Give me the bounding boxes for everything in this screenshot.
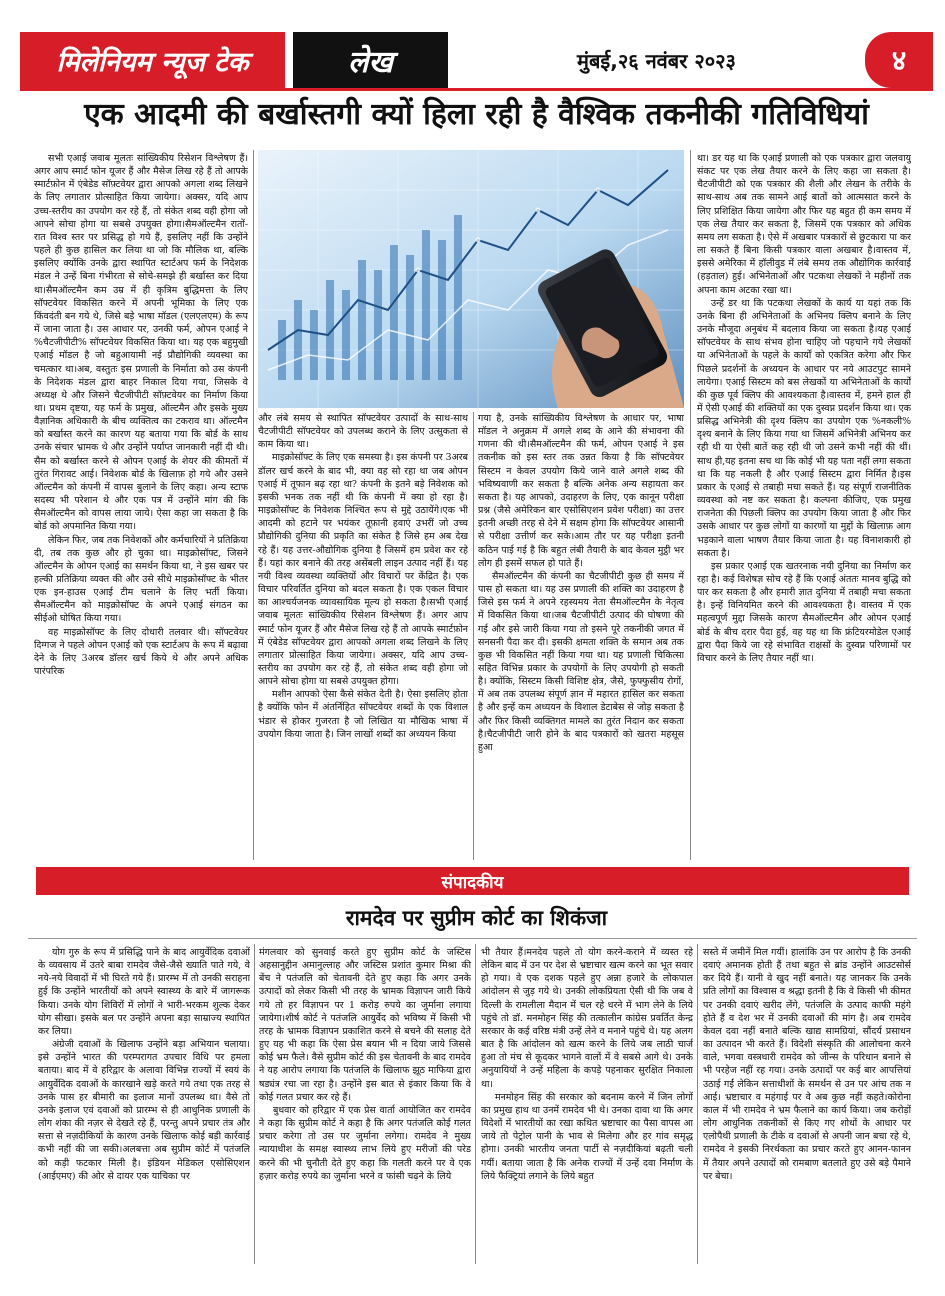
paragraph: मंगलवार को सुनवाई करते हुए सुप्रीम कोर्ट के जस्टिस अहसानुद्दीन अमानुल्लाह और जस्टिस प्रशांत कुमार मिश्रा की बेंच ने पतंजलि को चेतावनी देते हुए कहा कि अगर उनके उत्पादों को लेकर किसी भी तरह के भ्रामक विज्ञापन जारी किये गये तो हर विज्ञापन पर 1 करोड़ रुपये का जुर्माना लगाया जायेगा।शीर्ष कोर्ट ने पतंजलि आयुर्वेद को भविष्य में किसी भी तरह के भ्रामक विज्ञापन प्रकाशित करने से बचने की सलाह देते हुए यह भी कहा कि ऐसा प्रेस बयान भी न दिया जाये जिससे कोई भ्रम फैले। वैसे सुप्रीम कोर्ट की इस चेतावनी के बाद रामदेव ने यह आरोप लगाया कि पतंजलि के खिलाफ झूठ माफिया द्वारा षड्यंत्र रचा जा रहा है। उन्होंने इस बात से इंकार किया कि वे कोई गलत प्रचार कर रहे हैं। bbox=[259, 947, 471, 1103]
paragraph: इस प्रकार एआई एक खतरनाक नयी दुनिया का निर्माण कर रहा है। कई विशेषज्ञ सोच रहे हैं कि एआई अंततः मानव बुद्धि को पार कर सकता है और हमारी ज्ञात दुनिया में तबाही मचा सकता है। इन्हें विनियमित करने की आवश्यकता है। वास्तव में एक महत्वपूर्ण मुद्दा जिसके कारण सैमऑल्टमैन और ओपन एआई बोर्ड के बीच दरार पैदा हुई, वह यह था कि फ्रंटियरमोडेल एआई द्वारा पैदा किये जा रहे संभावित राक्षसों के दुस्वप्न परिणामों पर विचार करने के लिए तैयार नहीं था। bbox=[697, 560, 911, 664]
newspaper-brand: मिलेनियम न्यूज टेक bbox=[20, 32, 285, 88]
smartphone-stock-chart-photo bbox=[258, 150, 684, 408]
editorial-headline: रामदेव पर सुप्रीम कोर्ट का शिकंजा bbox=[345, 906, 608, 930]
paragraph: गया है, उनके सांख्यिकीय विश्लेषण के आधार पर, भाषा मॉडल ने अनुक्रम में अगले शब्द के आने की संभावना की गणना की थी।सैमऑल्टमैन की फर्म, ओपन एआई ने इस तकनीक को इस स्तर तक उन्नत किया है कि सॉफ्टवेयर सिस्टम न केवल उपयोग किये जाने वाले अगले शब्द की भविष्यवाणी कर सकता है बल्कि अनेक अन्य सहायता कर सकता है। यह आपको, उदाहरण के लिए, एक कानून परीक्षा प्रश्न (जैसे अमेरिकन बार एसोसिएशन प्रवेश परीक्षा) का उत्तर इतनी अच्छी तरह से देने में सक्षम होगा कि सॉफ्टवेयर आसानी से परीक्षा उत्तीर्ण कर सके।आम तौर पर यह परीक्षा इतनी कठिन पाई गई है कि बहुत लंबी तैयारी के बाद केवल मुट्ठी भर लोग ही इसमें सफल हो पाते हैं। bbox=[478, 413, 684, 569]
editorial-column-2 bbox=[259, 946, 471, 1264]
paragraph: सैमऑल्टमैन की कंपनी का चैटजीपीटी कुछ ही समय में पास हो सकता था। यह उस प्रणाली की शक्ति का उदाहरण है जिसे इस फर्म ने अपने रहस्यमय नेता सैमऑल्टमैन के नेतृत्व में विकसित किया था।जब चैटजीपीटी उत्पाद की घोषणा की गई और इसे जारी किया गया तो इसने पूरे तकनीकी जगत में सनसनी पैदा कर दी। इसकी क्षमता शक्ति के समान अब तक कुछ भी विकसित नहीं किया गया था। यह प्रणाली चिकित्सा सहित विभिन्न प्रकार के उपयोगों के लिए उपयोगी हो सकती है। क्योंकि, सिस्टम किसी विशिष्ट क्षेत्र, जैसे, फुफ्फुसीय रोगों, में अब तक उपलब्ध संपूर्ण ज्ञान में महारत हासिल कर सकता है और इन्हें कम अध्ययन के विशाल डेटाबेस से जोड़ सकता है और फिर किसी व्यक्तिगत मामले का तुरंत निदान कर सकता है।चैटजीपीटी जारी होने के बाद पत्रकारों को खतरा महसूस हुआ bbox=[478, 570, 684, 753]
paragraph: लेकिन फिर, जब तक निवेशकों और कर्मचारियों ने प्रतिक्रिया दी, तब तक कुछ और हो चुका था। माइक्रोसॉफ्ट, जिसने ऑल्टमैन के ओपन एआई का समर्थन किया था, ने इस खबर पर हल्की प्रतिक्रिया व्यक्त की और उसे सीधे माइक्रोसॉफ्ट के भीतर एक इन-हाउस एआई टीम चलाने के लिए भर्ती किया। सैमऑल्टमैन को माइक्रोसॉफ्ट के अपने एआई संगठन का सीईओ घोषित किया गया। bbox=[34, 534, 248, 625]
column-divider bbox=[697, 944, 698, 1264]
column-divider bbox=[690, 150, 691, 860]
editorial-column-3 bbox=[481, 946, 693, 1264]
editorial-column-1 bbox=[38, 946, 250, 1264]
issue-date: मुंबई,२६ नवंबर २०२३ bbox=[577, 48, 736, 73]
photo-illustration bbox=[258, 150, 684, 408]
column-divider bbox=[473, 412, 474, 860]
paragraph: अंग्रेजी दवाओं के खिलाफ उन्होंने बड़ा अभियान चलाया। इसे उन्होंने भारत की परम्परागत उपचार विधि पर हमला बताया। बाद में वे हरिद्वार के अलावा विभिन्न राज्यों में स्वयं के आयुर्वेदिक दवाओं के कारखाने खड़े करते गये तथा एक तरह से उनके पास हर बीमारी का इलाज मानों उपलब्ध था। वैसे तो उनके इलाज एवं दवाओं को प्रारम्भ से ही आधुनिक प्रणाली के लोग शंका की नज़र से देखते रहे हैं, परन्तु अपने प्रचार तंत्र और सत्ता से नज़दीकियों के कारण उनके खिलाफ कोई बड़ी कार्रवाई कभी नहीं की जा सकी।अलबत्ता अब सुप्रीम कोर्ट में पतंजलि को कड़ी फटकार मिली है। इंडियन मेडिकल एसोसिएशन (आईएमए) की ओर से दायर एक याचिका पर bbox=[38, 1039, 250, 1182]
paragraph: मशीन आपको ऐसा कैसे संकेत देती है। ऐसा इसलिए होता है क्योंकि फोन में अंतर्निहित सॉफ्टवेयर शब्दों के एक विशाल भंडार से होकर गुजरता है जो लिखित या मौखिक भाषा में उपयोग किया जाता है। जिन लाखों शब्दों का अध्ययन किया bbox=[258, 689, 468, 740]
paragraph: माइक्रोसॉफ्ट के लिए एक समस्या है। इस कंपनी पर 3अरब डॉलर खर्च करने के बाद भी, क्या वह सो रहा था जब ओपन एआई में तूफान बढ़ रहा था? कंपनी के इतने बड़े निवेशक को इसकी भनक तक नहीं थी कि कंपनी में क्या हो रहा है। माइक्रोसॉफ्ट के निवेशक निश्चित रूप से मुद्दे उठायेंगे।एक भी आदमी को हटाने पर भयंकर तूफ़ानी हवाएं उभरीं जो उच्च प्रौद्योगिकी दुनिया की प्रकृति का संकेत है जिसे हम अब देख रहे हैं। यह उत्तर-औद्योगिक दुनिया है जिसमें हम प्रवेश कर रहे हैं। यहां कार बनाने की तरह असेंबली लाइन उत्पाद नहीं हैं। यह नयी विश्व व्यवस्था व्यक्तियों और विचारों पर केंद्रित है। एक विचार परिवर्तित दुनिया को बदल सकता है। एक एकल विचार का आश्चर्यजनक व्यावसायिक मूल्य हो सकता है।सभी एआई जवाब मूलतः सांख्यिकीय रिसेशन विश्लेषण हैं। अगर आप स्मार्ट फोन यूजर हैं और मैसेज लिख रहे हैं तो आपके स्मार्टफ़ोन में एंबेडेड सॉफ्टवेयर द्वारा आपको अगला शब्द लिखने के लिए लगातार प्रोत्साहित किया जायेगा। अक्सर, यदि आप उच्च-स्तरीय का उपयोग कर रहे हैं, तो संकेत शब्द वही होगा जो आपने सोचा होगा या सबसे उपयुक्त होगा। bbox=[258, 452, 468, 688]
paragraph: मनमोहन सिंह की सरकार को बदनाम करने में जिन लोगों का प्रमुख हाथ था उनमें रामदेव भी थे। उनका दावा था कि अगर विदेशों में भारतीयों का रखा कथित भ्रष्टाचार का पैसा वापस आ जाये तो पेट्रोल पानी के भाव से मिलेगा और हर गांव समृद्ध होगा। उनकी भारतीय जनता पार्टी से नज़दीकियां बढ़ती चली गयीं। बताया जाता है कि अनेक राज्यों में उन्हें दवा निर्माण के लिये फैक्ट्रियां लगाने के लिये बहुत bbox=[481, 1091, 693, 1182]
paragraph: उन्हें डर था कि पटकथा लेखकों के कार्य या यहां तक कि उनके बिना ही अभिनेताओं के अभिनय क्लिप बनाने के लिए उनके मौजूदा अनुबंध में बदलाव किया जा सकता है।यह एआई सॉफ्टवेयर के साथ संभव होना चाहिए जो पहचाने गये लेखकों या अभिनेताओं के पहले के कार्यों को एकत्रित करेगा और फिर पिछले प्रदर्शनों के अध्ययन के आधार पर नये आउटपुट सामने लायेगा। एआई सिस्टम को बस लेखकों या अभिनेताओं के कार्यों की कुछ पूर्व क्लिप की आवश्यकता है।वास्तव में, हमने हाल ही में ऐसी एआई की शक्तियों का एक दुस्वप्न प्रदर्शन किया था। एक प्रसिद्ध अभिनेत्री की दृश्य क्लिप का उपयोग एक %नकली% दृश्य बनाने के लिए किया गया था जिसमें अभिनेत्री अभिनय कर रही थी या ऐसी बातें कह रही थी जो उसने कभी नहीं की थीं। साथ ही,यह इतना सच था कि कोई भी यह पता नहीं लगा सकता था कि यह नकली है और एआई सिस्टम द्वारा निर्मित है।इस प्रकार के एआई से तबाही मचा सकते हैं। यह संपूर्ण राजनीतिक व्यवस्था को नष्ट कर सकता है। कल्पना कीजिए, एक प्रमुख राजनेता की पिछली क्लिप का उपयोग किया जाता है और फिर उसके आधार पर कुछ लोगों या कारणों या मुद्दों के खिलाफ़ आग भड़काने वाला भाषण तैयार किया जाता है। यह विनाशकारी हो सकता है। bbox=[697, 297, 911, 559]
paragraph: सभी एआई जवाब मूलतः सांख्यिकीय रिसेशन विश्लेषण हैं। अगर आप स्मार्ट फोन यूजर हैं और मैसेज लिख रहे हैं तो आपके स्मार्टफ़ोन में एंबेडेड सॉफ़्टवेयर द्वारा आपको अगला शब्द लिखने के लिए लगातार प्रोत्साहित किया जायेगा। अक्सर, यदि आप उच्च-स्तरीय का उपयोग कर रहे हैं, तो संकेत शब्द वही होगा जो आपने सोचा होगा या सबसे उपयुक्त होगा।सैमऑल्टमैन रातों-रात विश्व स्तर पर प्रसिद्ध हो गये हैं, इसलिए नहीं कि उन्होंने पहले ही कुछ हासिल कर लिया था जो कि मौलिक था, बल्कि इसलिए क्योंकि उनके द्वारा स्थापित स्टार्टअप फर्म के निदेशक मंडल ने उन्हें बिना गंभीरता से सोचे-समझे ही बर्खास्त कर दिया था।सैमऑल्टमैन कम उम्र में ही कृत्रिम बुद्धिमत्ता के लिए सॉफ्टवेयर विकसित करने में अपनी भूमिका के लिए एक किंवदंती बन गये थे, जिसे बड़े भाषा मॉडल (एलएलएम) के रूप में जाना जाता है। उस आधार पर, उनकी फर्म, ओपन एआई ने %चैटजीपीटी% सॉफ्टवेयर विकसित किया था। यह एक बहुमुखी एआई मॉडल है जो बहुआयामी नई प्रौद्योगिकी व्यवस्था का चमत्कार था।अब, वस्तुतः इस प्रणाली के निर्माता को उस कंपनी के निदेशक मंडल द्वारा बाहर निकाल दिया गया, जिसके वे अध्यक्ष थे और जिसने चैटजीपीटी सॉफ़्टवेयर का निर्माण किया था। प्रथम दृष्टया, यह फर्म के प्रमुख, ऑल्टमैन और इसके मुख्य वैज्ञानिक अधिकारी के बीच व्यक्तित्व का टकराव था। ऑल्टमैन को बर्खास्त करने का कारण यह बताया गया कि बोर्ड के साथ उनके संचार भ्रामक थे और उन्होंने पर्याप्त जानकारी नहीं दी थी।सैम को बर्खास्त करने से ओपन एआई के शेयर की कीमतों में तुरंत गिरावट आई। निवेशक बोर्ड के खिलाफ़ हो गये और उसने ऑल्टमैन को कंपनी में वापस बुलाने के लिए कहा। अन्य स्टाफ सदस्य भी परेशान थे और एक पत्र में उन्होंने मांग की कि सैमऑल्टमैन को वापस लाया जाये। ऐसा कहा जा सकता है कि बोर्ड को अपमानित किया गया। bbox=[34, 153, 248, 533]
article-column-2 bbox=[258, 412, 468, 860]
masthead bbox=[20, 32, 933, 88]
article-headline: एक आदमी की बर्खास्तगी क्यों हिला रही है वैश्विक तकनीकी गतिविधियां bbox=[84, 97, 869, 132]
paragraph: बुधवार को हरिद्वार में एक प्रेस वार्ता आयोजित कर रामदेव ने कहा कि सुप्रीम कोर्ट ने कहा है कि अगर पतंजलि कोई गलत प्रचार करेगा तो उस पर जुर्माना लगेगा। रामदेव ने मुख्य न्यायाधीश के समक्ष स्वास्थ्य लाभ लिये हुए मरीजों की परेड करने की भी चुनौती देते हुए कहा कि गलती करने पर वे एक हज़ार करोड़ रुपये का जुर्माना भरने व फांसी चढ़ने के लिये bbox=[259, 1104, 471, 1182]
paragraph: वह माइक्रोसॉफ्ट के लिए दोधारी तलवार थी। सॉफ्टवेयर दिग्गज ने पहले ओपन एआई को एक स्टार्टअप के रूप में बढ़ावा देने के लिए 3अरब डॉलर खर्च किये थे और अपने अधिक पारंपरिक bbox=[34, 626, 248, 678]
paragraph: सस्ते में जमीनें मिल गयीं। हालांकि उन पर आरोप है कि उनकी दवाएं अमानक होती हैं तथा बहुत से ब्रांड उन्होंने आउटसोर्स कर दिये हैं। यानी वे खुद नहीं बनाते। यह जानकर कि उनके प्रति लोगों का विश्वास व श्रद्धा इतनी है कि वे किसी भी कीमत पर उनकी दवाएं खरीद लेंगे, पतंजलि के उत्पाद काफी महंगे होते हैं व देश भर में उनकी दवाओं की मांग है। अब रामदेव केवल दवा नहीं बनाते बल्कि खाद्य सामग्रियां, सौंदर्य प्रसाधन का उत्पादन भी करते हैं। विदेशी संस्कृति की आलोचना करने वाले, भगवा वस्त्रधारी रामदेव को जीन्स के परिधान बनाने से भी परहेज नहीं रह गया। उनके उत्पादों पर कई बार आपत्तियां उठाई गईं लेकिन सत्ताधीशों के समर्थन से उन पर आंच तक न आई। भ्रष्टाचार व महंगाई पर वे अब कुछ नहीं कहते।कोरोना काल में भी रामदेव ने भ्रम फैलाने का कार्य किया। जब करोड़ों लोग आधुनिक तकनीकों से किए गए शोधों के आधार पर एलोपैथी प्रणाली के टीके व दवाओं से अपनी जान बचा रहे थे, रामदेव ने इसकी निरर्थकता का प्रचार करते हुए आनन-फानन में तैयार अपने उत्पादों को रामबाण बतलाते हुए उसे बड़े पैमाने पर बेचा। bbox=[703, 947, 911, 1182]
editorial-column-4 bbox=[703, 946, 911, 1264]
masthead-rule bbox=[20, 88, 933, 91]
article-column-3 bbox=[478, 412, 684, 860]
column-divider bbox=[253, 150, 254, 860]
editorial-rule bbox=[28, 938, 917, 939]
editorial-section-bar: संपादकीय bbox=[36, 867, 909, 895]
paragraph: और लंबे समय से स्थापित सॉफ्टवेयर उत्पादों के साथ-साथ चैटजीपीटी सॉफ्टवेयर को उपलब्ध कराने के लिए उत्सुकता से काम किया था। bbox=[258, 413, 468, 451]
column-divider bbox=[475, 944, 476, 1264]
page-number: ४ bbox=[865, 32, 933, 88]
article-column-1 bbox=[34, 152, 248, 860]
section-tag: लेख bbox=[293, 32, 448, 88]
paragraph: भी तैयार हैं।मनदेव पहले तो योग करने-कराने में व्यस्त रहे लेकिन बाद में उन पर देश से भ्रष्टाचार खत्म करने का भूत सवार हो गया। वे एक दशक पहले हुए अन्ना हजारे के लोकपाल आंदोलन से जुड़ गये थे। उनकी लोकप्रियता ऐसी थी कि जब वे दिल्ली के रामलीला मैदान में चल रहे धरने में भाग लेने के लिये पहुंचे तो डॉ. मनमोहन सिंह की तत्कालीन कांग्रेस प्रवर्तित केन्द्र सरकार के कई वरिष्ठ मंत्री उन्हें लेने व मनाने पहुंचे थे। यह अलग बात है कि आंदोलन को खत्म करने के लिये जब लाठी चार्ज हुआ तो मंच से कूदकर भागने वालों में वे सबसे आगे थे। उनके अनुयायियों ने उन्हें महिला के कपड़े पहनाकर सुरक्षित निकाला था। bbox=[481, 947, 693, 1090]
paragraph: योग गुरु के रूप में प्रसिद्धि पाने के बाद आयुर्वेदिक दवाओं के व्यवसाय में उतरे बाबा रामदेव जैसे-जैसे ख्याति पाते गये, वे नये-नये विवादों में भी घिरते गये हैं। प्रारम्भ में तो उनकी सराहना हुई कि उन्होंने भारतीयों को अपने स्वास्थ्य के बारे में जागरूक किया। उनके योग शिविरों में लोगों ने भारी-भरकम शुल्क देकर योग सीखा। इसके बल पर उन्होंने अपना बड़ा साम्राज्य स्थापित कर लिया। bbox=[38, 947, 250, 1037]
column-divider bbox=[254, 944, 255, 1264]
paragraph: था। डर यह था कि एआई प्रणाली को एक पत्रकार द्वारा जलवायु संकट पर एक लेख तैयार करने के लिए कहा जा सकता है। चैटजीपीटी को एक पत्रकार की शैली और लेखन के तरीके के साथ-साथ अब तक सामने आई बातों को आत्मसात करने के लिए प्रशिक्षित किया जायेगा और फिर यह बहुत ही कम समय में एक लेख तैयार कर सकता है, जिसमें एक पत्रकार को अधिक समय लग सकता है। ऐसे में अखबार पत्रकारों से छुटकारा पा कर ला सकते हैं बिना किसी पत्रकार वाला अखबार है।वास्तव में, इससे अमेरिका में हॉलीवुड में लंबे समय तक औद्योगिक कार्रवाई (हड़ताल) हुई। अभिनेताओं और पटकथा लेखकों ने महीनों तक अपना काम अटका रखा था। bbox=[697, 153, 911, 296]
article-column-4 bbox=[697, 152, 911, 860]
